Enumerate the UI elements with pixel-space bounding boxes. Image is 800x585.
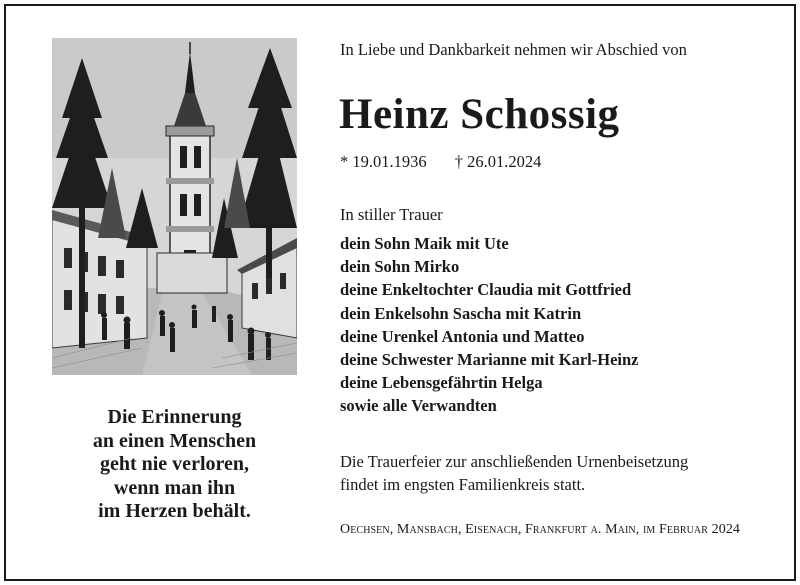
mourner-line: deine Schwester Marianne mit Karl-Heinz — [340, 350, 639, 370]
ceremony-notice — [340, 450, 688, 496]
church-tower-illustration — [52, 38, 297, 375]
farewell-intro: In Liebe und Dankbarkeit nehmen wir Abschied von — [340, 40, 687, 59]
mourner-line: dein Sohn Mirko — [340, 257, 460, 277]
memorial-quote — [42, 406, 307, 524]
life-dates — [340, 152, 541, 172]
death-date: † 26.01.2024 — [454, 152, 542, 171]
mourners-list — [340, 232, 638, 418]
ceremony-line: findet im engsten Familienkreis statt. — [340, 475, 586, 494]
quote-line: geht nie verloren, — [99, 453, 250, 475]
obituary-frame — [4, 4, 796, 581]
places-and-date: Oechsen, Mansbach, Eisenach, Frankfurt a. Main, im Februar 2024 — [340, 522, 741, 537]
ceremony-line: Die Trauerfeier zur anschließenden Urnenbeisetzung — [340, 452, 689, 471]
quote-line: im Herzen behält. — [98, 500, 251, 522]
mourner-line: deine Lebensgefährtin Helga — [340, 373, 543, 393]
quote-line: wenn man ihn — [113, 476, 236, 499]
quote-line: an einen Menschen — [92, 429, 257, 452]
mourner-line: deine Enkeltochter Claudia mit Gottfried — [340, 280, 632, 300]
mourner-line: deine Urenkel Antonia und Matteo — [340, 326, 585, 346]
mourning-intro: In stiller Trauer — [340, 205, 443, 224]
mourner-line: dein Sohn Maik mit Ute — [340, 234, 509, 253]
mourner-line: sowie alle Verwandten — [340, 396, 497, 416]
birth-date: * 19.01.1936 — [340, 152, 427, 171]
deceased-name: Heinz Schossig — [339, 91, 620, 138]
quote-line: Die Erinnerung — [107, 406, 242, 428]
church-tower-sketch-icon — [52, 38, 297, 375]
mourner-line: dein Enkelsohn Sascha mit Katrin — [340, 303, 582, 323]
